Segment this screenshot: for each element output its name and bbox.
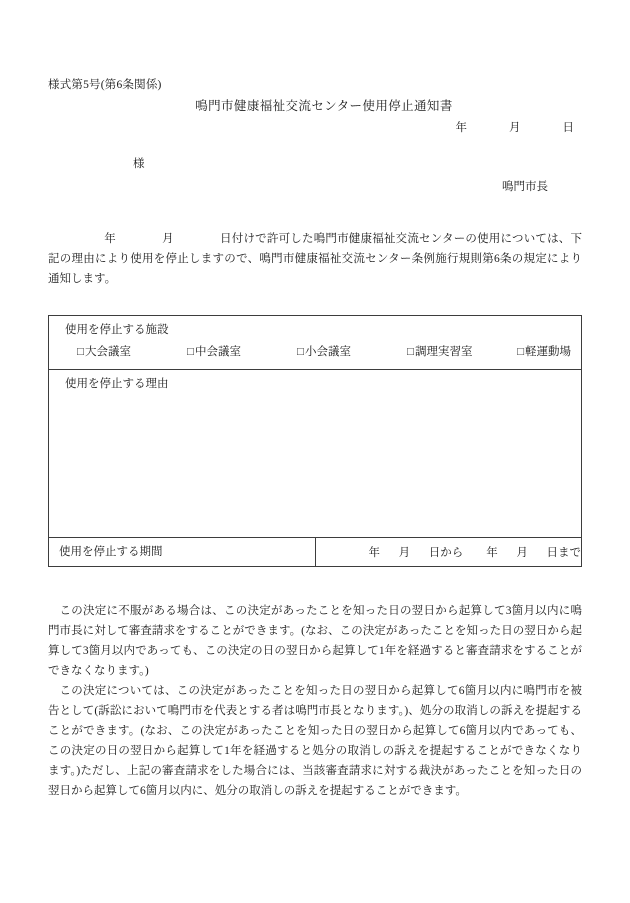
intro-text: 日付けで許可した鳴門市健康福祉交流センターの使用については、下記の理由により使用を停止しますので、鳴門市健康福祉交流センター条例施行規則第6条の規定により通知します。 — [48, 233, 583, 285]
reason-cell[interactable] — [49, 370, 582, 538]
table-row-reason — [49, 370, 582, 538]
page-title: 鳴門市健康福祉交流センター使用停止通知書 — [195, 99, 453, 113]
facility-label: 使用を停止する施設 — [65, 324, 169, 336]
facility-option-small-meeting-room[interactable] — [297, 343, 407, 361]
table-row-period — [49, 538, 582, 567]
period-label-cell — [49, 538, 316, 567]
facility-option-large-meeting-room[interactable] — [77, 343, 187, 361]
facility-option-label: 中会議室 — [194, 346, 241, 358]
addressee-honorific: 様 — [133, 158, 145, 170]
facility-option-label: 軽運動場 — [525, 346, 572, 358]
checkbox-icon[interactable]: □ — [77, 346, 84, 358]
period-to-year: 年 — [486, 547, 498, 559]
appeal-notes — [48, 601, 582, 801]
facility-checkbox-row — [49, 343, 581, 361]
facility-option-label: 小会議室 — [304, 346, 351, 358]
period-to-month: 月 — [516, 547, 528, 559]
form-number: 様式第5号(第6条関係) — [48, 79, 162, 91]
issue-date-year: 年 — [455, 122, 467, 134]
period-label: 使用を停止する期間 — [59, 545, 163, 558]
facility-option-light-sports-ground[interactable] — [517, 343, 571, 361]
intro-year: 年 — [104, 233, 116, 245]
intro-paragraph — [48, 229, 582, 289]
stop-notice-table — [48, 315, 582, 567]
checkbox-icon[interactable]: □ — [297, 346, 304, 358]
facility-cell — [49, 316, 582, 370]
reason-label: 使用を停止する理由 — [65, 378, 169, 390]
facility-option-cooking-practice-room[interactable] — [407, 343, 517, 361]
issue-date-line — [48, 119, 582, 135]
checkbox-icon[interactable]: □ — [407, 346, 414, 358]
facility-option-label: 調理実習室 — [415, 346, 473, 358]
period-to-day: 日まで — [546, 547, 581, 559]
period-from-month: 月 — [398, 547, 411, 559]
period-from-year: 年 — [368, 547, 380, 559]
issuer-name: 鳴門市長 — [502, 181, 548, 193]
checkbox-icon[interactable]: □ — [517, 346, 525, 358]
facility-option-medium-meeting-room[interactable] — [187, 343, 297, 361]
table-row-facility — [49, 316, 582, 370]
issue-date-month: 月 — [509, 122, 521, 134]
appeal-note-lawsuit: この決定については、この決定があったことを知った日の翌日から起算して6箇月以内に鳴門市を被告として(訴訟において鳴門市を代表とする者は鳴門市長となります。)、処分の取消しの訴えを提起することができます。(なお、この決定があったことを知った日の翌日から起算して6箇月以内であっても、この決定の日の翌日から起算して1年を経過すると処分の取消しの訴えを提起することができなくなります。)ただし、上記の審査請求をした場合には、当該審査請求に対する裁決があったことを知った日の翌日から起算して6箇月以内に、処分の取消しの訴えを提起することができます。 — [48, 685, 582, 797]
facility-option-label: 大会議室 — [84, 346, 131, 358]
period-row — [316, 544, 582, 560]
period-value-cell[interactable] — [315, 538, 582, 567]
period-from-day: 日から — [428, 547, 464, 559]
checkbox-icon[interactable]: □ — [187, 346, 194, 358]
issue-date-day: 日 — [562, 122, 574, 134]
intro-month: 月 — [161, 233, 174, 245]
appeal-note-review-request: この決定に不服がある場合は、この決定があったことを知った日の翌日から起算して3箇月以内に鳴門市長に対して審査請求をすることができます。(なお、この決定があったことを知った日の翌日から起算して3箇月以内であっても、この決定の日の翌日から起算して1年を経過すると審査請求をすることができなくなります。) — [48, 605, 582, 677]
